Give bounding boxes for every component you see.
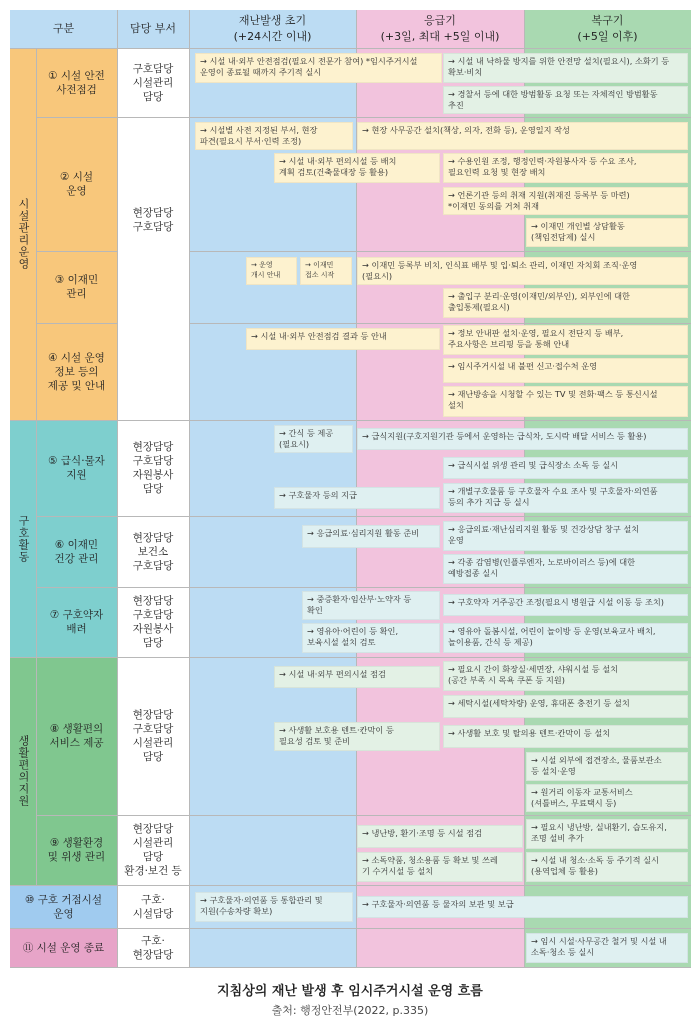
dept-row7: 현장담당 구호담당 자원봉사 담당 — [132, 595, 174, 649]
action-box: → 사생활 보호 및 탈의용 텐트·칸막이 등 설치 — [443, 725, 688, 748]
action-box: → 사생활 보호용 텐트·칸막이 등 필요성 검토 및 준비 — [274, 722, 440, 751]
action-box: → 개별구호물품 등 구호물자 수요 조사 및 구호물자·의연품 등의 추가 지급 등 실시 — [443, 483, 688, 513]
dept-row8: 현장담당 구호담당 시설관리 담당 — [132, 709, 174, 763]
grid-line — [10, 48, 691, 49]
dept-row1: 구호담당 시설관리 담당 — [132, 62, 174, 103]
row-label-8: ⑧ 생활편의 서비스 제공 — [49, 723, 104, 749]
action-box: → 정보 안내판 설치·운영, 필요시 전단지 등 배부, 주요사항은 브리핑 등을 통해 안내 — [443, 325, 688, 355]
action-box: → 구호약자 거주공간 조정(필요시 병원급 시설 이동 등 조치) — [443, 594, 688, 616]
action-box: → 이재민 개인별 상담활동 (책임전담제) 실시 — [526, 218, 688, 247]
row-label-4: ④ 시설 운영 정보 등의 제공 및 안내 — [47, 351, 106, 392]
action-box: → 이재민 접소 시작 — [300, 257, 352, 285]
grid-line — [36, 117, 691, 118]
action-box: → 응급의료·심리지원 활동 준비 — [302, 525, 440, 548]
grid-line — [36, 251, 117, 252]
action-box: → 구호물자·의연품 등 통합관리 및 지원(수송차량 확보) — [195, 892, 353, 922]
grid-line — [36, 815, 691, 816]
grid-line — [10, 420, 691, 421]
action-box: → 필요시 간이 화장실·세면장, 샤워시설 등 설치 (공간 부족 시 목욕 쿠폰 등 지원) — [443, 661, 688, 691]
row-label-10: ⑩ 구호 거점시설 운영 — [25, 893, 102, 920]
grid-line — [36, 323, 117, 324]
action-box: → 경찰서 등에 대한 방범활동 요청 또는 자체적인 방범활동 추진 — [443, 86, 688, 114]
row-label-5: ⑤ 급식·물자 지원 — [48, 455, 105, 481]
dept-row11: 구호· 현장담당 — [132, 935, 174, 961]
grid-line — [10, 967, 691, 968]
row-label-7: ⑦ 구호약자 배려 — [49, 609, 104, 635]
action-box: → 구호물자 등의 지급 — [274, 487, 440, 509]
action-box: → 영유아·어린이 등 확인, 보육시설 설치 검토 — [302, 623, 440, 653]
action-box: → 재난방송을 시청할 수 있는 TV 및 전화·팩스 등 통신시설 설치 — [443, 386, 688, 417]
grid-line — [10, 657, 691, 658]
header-phase2: 응급기 (+3일, 최대 +5일 이내) — [380, 14, 500, 43]
grid-line — [36, 516, 691, 517]
action-box: → 시설 내 낙하물 방지를 위한 안전망 설치(필요시), 소화기 등 확보·비치 — [443, 53, 688, 83]
header-phase3: 복구기 (+5일 이후) — [577, 14, 638, 43]
action-box: → 구호물자·의연품 등 물자의 보관 및 보급 — [357, 896, 688, 918]
group-label-facility: 시설관리운영 — [17, 198, 30, 270]
grid-line — [36, 587, 691, 588]
grid-line — [10, 885, 691, 886]
action-box: → 시설 내·외부 안전점검 결과 등 안내 — [246, 328, 440, 350]
action-box: → 간식 등 제공 (필요시) — [274, 425, 353, 453]
action-box: → 임시주거시설 내 불편 신고·접수처 운영 — [443, 358, 688, 383]
figure-title: 지침상의 재난 발생 후 임시주거시설 운영 흐름 — [217, 984, 483, 999]
action-box: → 임시 시설·사무공간 철거 및 시설 내 소독·청소 등 실시 — [526, 933, 688, 963]
grid-line — [189, 251, 691, 252]
dept-row6: 현장담당 보건소 구호담당 — [132, 531, 174, 572]
action-box: → 냉난방, 환기·조명 등 시설 점검 — [357, 825, 523, 848]
action-box: → 시설별 사전 지정된 부서, 현장 파견(필요시 부서·인력 조정) — [195, 122, 353, 150]
action-box: → 출입구 분리·운영(이재민/외부인), 외부인에 대한 출입통제(필요시) — [443, 288, 688, 318]
header-category: 구분 — [52, 22, 75, 35]
group-label-relief: 구호활동 — [17, 514, 30, 563]
action-box: → 급식지원(구호지원기관 등에서 운영하는 급식차, 도시락 배달 서비스 등 활용) — [357, 428, 688, 450]
action-box: → 시설 내·외부 편의시설 점검 — [274, 666, 440, 688]
action-box: → 필요시 냉난방, 실내환기, 습도유지, 조명 설비 추가 — [526, 819, 688, 849]
row-label-11: ⑪ 시설 운영 종료 — [22, 942, 105, 954]
action-box: → 각종 감염병(인플루엔자, 노로바이러스 등)에 대한 예방접종 실시 — [443, 554, 688, 584]
action-box: → 세탁시설(세탁차량) 운영, 휴대폰 충전기 등 설치 — [443, 695, 688, 718]
action-box: → 응급의료·재난심리지원 활동 및 건강상담 창구 설치 운영 — [443, 521, 688, 551]
action-box: → 소독약품, 청소용품 등 확보 및 쓰레 기 수거시설 등 설치 — [357, 852, 523, 882]
row-label-6: ⑥ 이재민 건강 관리 — [54, 538, 99, 565]
row-label-1: ① 시설 안전 사전점검 — [48, 69, 105, 96]
action-box: → 시설 외부에 접견장소, 물품보관소 등 설치·운영 — [526, 752, 688, 781]
row-label-2: ② 시설 운영 — [59, 171, 94, 197]
action-box: → 운영 개시 안내 — [246, 257, 297, 285]
action-box: → 시설 내·외부 안전점검(필요시 전문가 참여) *임시주거시설 운영이 종료될 때까지 주기적 실시 — [195, 53, 442, 83]
action-box: → 수용인원 조정, 행정인력·자원봉사자 등 수요 조사, 필요인력 요청 및 현장 배치 — [443, 153, 688, 183]
action-box: → 이재민 등록부 비치, 인식표 배부 및 입·퇴소 관리, 이재민 자치회 조직·운영 (필요시) — [357, 257, 688, 285]
dept-row5: 현장담당 구호담당 자원봉사 담당 — [132, 441, 174, 495]
dept-rows2-4: 현장담당 구호담당 — [132, 207, 174, 233]
header-phase1: 재난발생 초기 (+24시간 이내) — [233, 14, 312, 43]
action-box: → 중증환자·임산부·노약자 등 확인 — [302, 591, 440, 620]
action-box: → 급식시설 위생 관리 및 급식장소 소독 등 실시 — [443, 457, 688, 479]
group-label-living: 생활편의지원 — [17, 735, 30, 807]
process-flow-table — [10, 10, 691, 968]
action-box: → 현장 사무공간 설치(책상, 의자, 전화 등), 운영일지 작성 — [357, 122, 688, 150]
row-label-9: ⑨ 생활환경 및 위생 관리 — [47, 837, 106, 863]
grid-line — [189, 10, 190, 968]
action-box: → 영유아 돌봄시설, 어린이 놀이방 등 운영(보육교사 배치, 놀이용품, 간식 등 제공) — [443, 623, 688, 653]
dept-row10: 구호· 시설담당 — [132, 893, 174, 920]
action-box: → 시설 내 청소·소독 등 주기적 실시 (용역업체 등 활용) — [526, 852, 688, 882]
action-box: → 시설 내·외부 편의시설 등 배치 계획 검토(건축물대장 등 활용) — [274, 153, 440, 183]
row-label-3: ③ 이재민 관리 — [54, 274, 99, 300]
grid-line — [117, 10, 118, 968]
header-dept: 담당 부서 — [129, 22, 176, 35]
dept-row9: 현장담당 시설관리 담당 환경·보건 등 — [124, 823, 182, 877]
figure-source: 출처: 행정안전부(2022, p.335) — [271, 1004, 429, 1017]
grid-line — [10, 928, 691, 929]
grid-line — [189, 323, 691, 324]
action-box: → 원거리 이동자 교통서비스 (셔틀버스, 무료택시 등) — [526, 784, 688, 812]
action-box: → 언론기관 등의 취재 지원(취재진 등록부 등 마련) *이재민 동의를 거쳐 취재 — [443, 187, 688, 215]
grid-line — [36, 48, 37, 885]
